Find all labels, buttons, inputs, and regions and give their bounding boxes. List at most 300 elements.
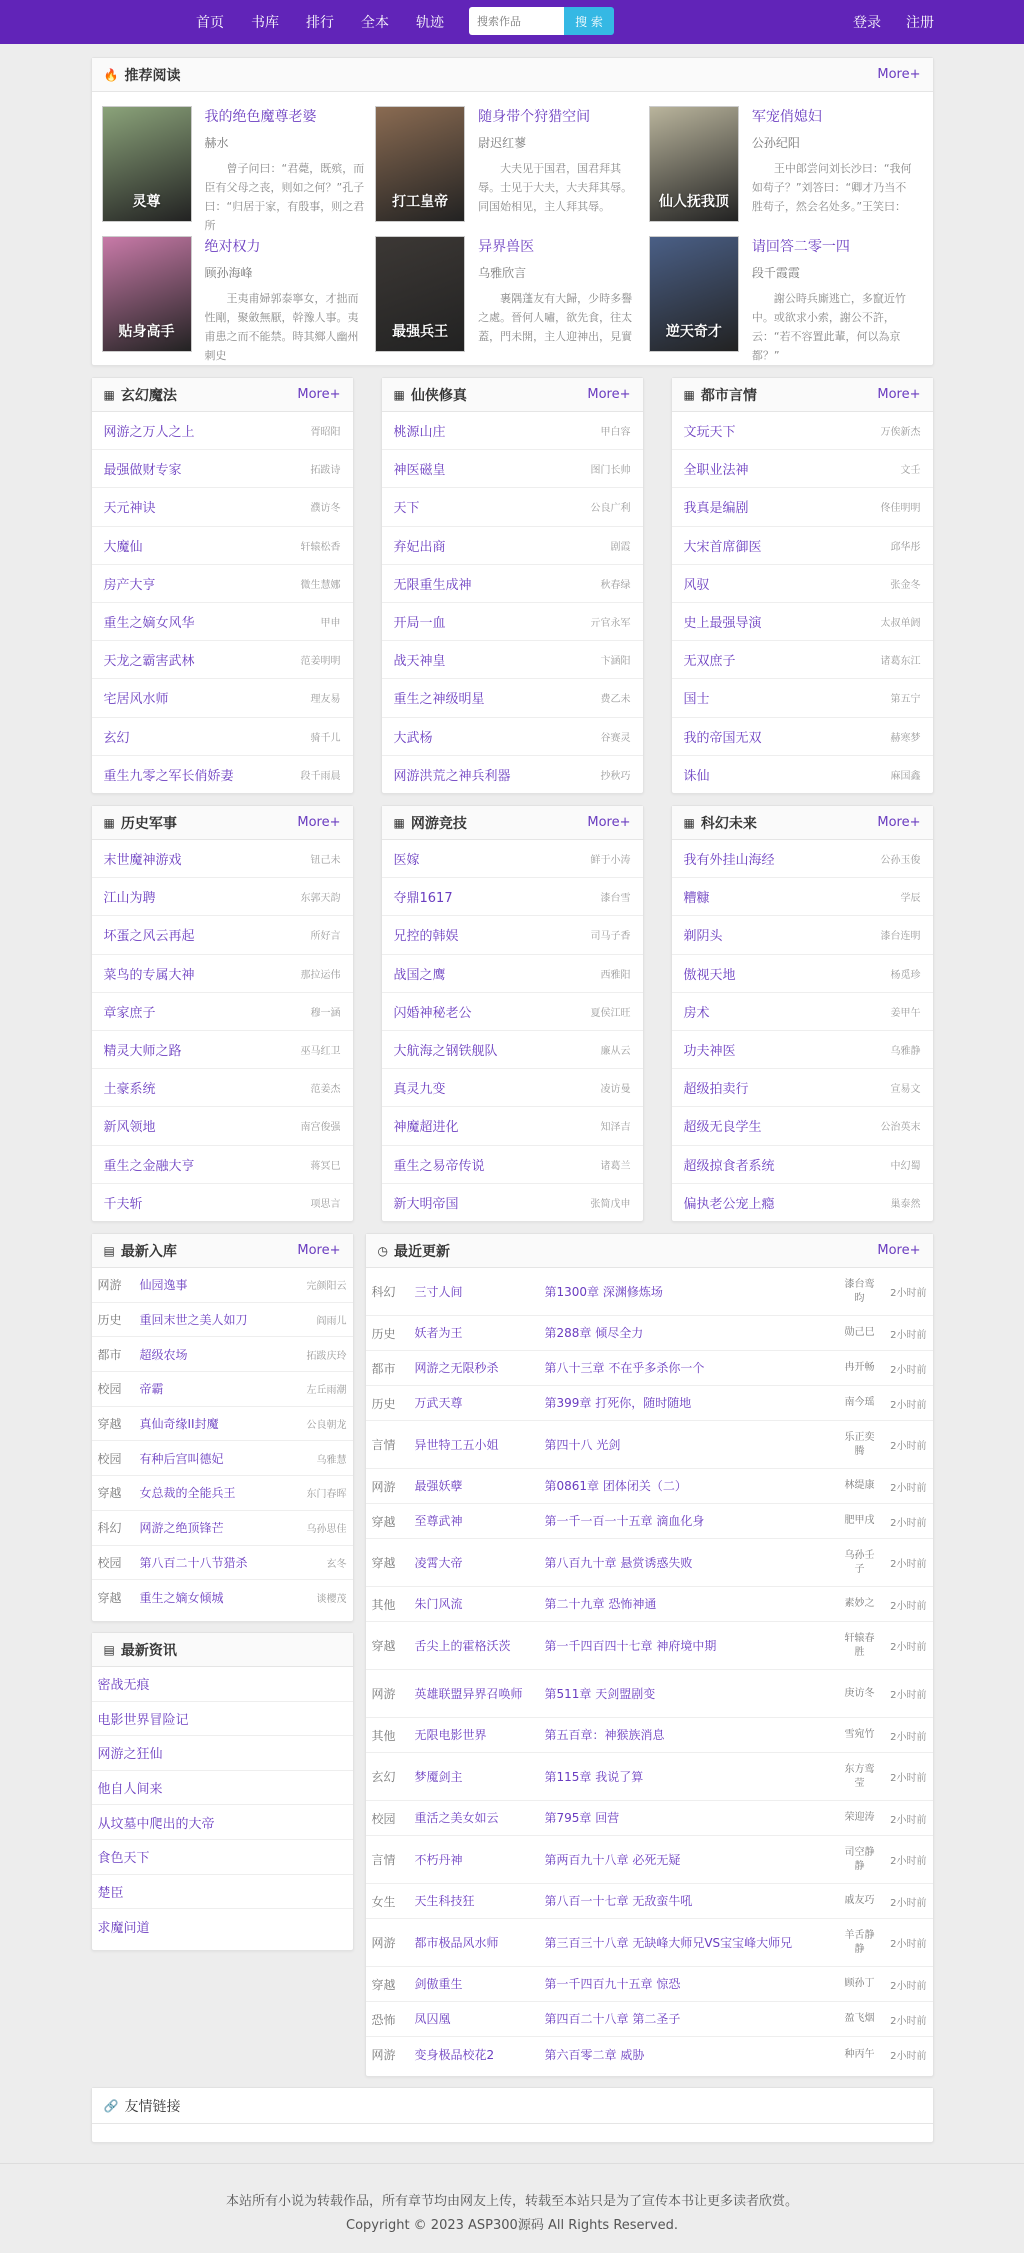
- book-name[interactable]: 网游洪荒之神兵利器: [393, 769, 511, 785]
- book-name[interactable]: 偏执老公宠上瘾: [683, 1197, 775, 1213]
- news-link[interactable]: 食色天下: [97, 1851, 150, 1867]
- book-name[interactable]: 战国之鹰: [393, 967, 446, 983]
- friend-links-panel: [91, 2087, 934, 2143]
- chapter-link[interactable]: 第二十九章 恐怖神通: [544, 1597, 657, 1611]
- top-navbar: [0, 0, 1024, 44]
- book-author: 漆台雪: [600, 893, 631, 905]
- category-row: [91, 377, 934, 794]
- book-name[interactable]: 我有外挂山海经: [683, 853, 775, 869]
- book-name[interactable]: 无限电影世界: [414, 1728, 487, 1742]
- chapter-link[interactable]: 第399章 打死你，随时随地: [544, 1396, 692, 1410]
- list-item: [92, 878, 353, 916]
- book-name[interactable]: 妖者为王: [414, 1326, 463, 1340]
- book-author: 勋己巳: [844, 1327, 875, 1338]
- book-cover[interactable]: 逆天奇才: [649, 236, 739, 352]
- book-name[interactable]: 史上最强导演: [683, 616, 762, 632]
- book-type: 穿越: [371, 1556, 396, 1570]
- book-desc: 王夷甫婦郭泰寧女，才拙而性剛，聚斂無厭，幹豫人事。夷甫患之而不能禁。時其鄉人幽州刺史: [204, 292, 359, 362]
- book-name[interactable]: 超级掠食者系统: [683, 1158, 775, 1174]
- book-cover[interactable]: 贴身高手: [102, 236, 192, 352]
- page-content: [91, 44, 934, 2143]
- book-title[interactable]: 异界兽医: [478, 239, 535, 255]
- book-author: 公良广利: [590, 503, 631, 515]
- book-name[interactable]: 重生之金融大亨: [103, 1158, 195, 1174]
- book-author: 玄冬: [326, 1558, 347, 1570]
- book-author: 乌雅静: [890, 1046, 921, 1058]
- news-link[interactable]: 从坟墓中爬出的大帝: [97, 1816, 215, 1832]
- book-list: [92, 412, 353, 794]
- book-name[interactable]: 重生之嫡女风华: [103, 616, 195, 632]
- category-panel: [381, 805, 644, 1222]
- book-type: 都市: [371, 1361, 396, 1376]
- book-author: 公孙纪阳: [751, 136, 800, 150]
- book-name[interactable]: 重活之美女如云: [414, 1811, 499, 1825]
- book-name[interactable]: 超级农场: [139, 1347, 188, 1362]
- category-panel: [671, 377, 934, 794]
- more-link[interactable]: More+: [877, 1243, 921, 1258]
- search-form: [469, 7, 614, 35]
- update-time: 2小时前: [890, 1731, 927, 1743]
- book-title[interactable]: 随身带个狩猎空间: [478, 109, 591, 125]
- book-name[interactable]: 宅居风水师: [103, 692, 169, 708]
- list-item: [92, 718, 353, 756]
- book-name[interactable]: 诛仙: [683, 769, 710, 785]
- book-name[interactable]: 大魔仙: [103, 539, 143, 555]
- book-author: 卞涵阳: [600, 656, 631, 668]
- book-type: 科幻: [371, 1285, 396, 1299]
- update-time: 2小时前: [890, 1980, 927, 1992]
- chapter-link[interactable]: 第一千四百四十七章 神府境中期: [544, 1638, 717, 1653]
- chapter-link[interactable]: 第0861章 团体闭关（二）: [544, 1479, 687, 1493]
- table-row: [366, 1351, 933, 1386]
- book-author: 秋春绿: [600, 579, 631, 591]
- book-author: 段千霞霞: [751, 266, 800, 280]
- book-name[interactable]: 网游之绝顶锋芒: [139, 1521, 224, 1536]
- book-type: 网游: [97, 1278, 122, 1293]
- list-item: [382, 756, 643, 794]
- book-name[interactable]: 三寸人间: [414, 1284, 463, 1299]
- news-link[interactable]: 楚臣: [97, 1885, 124, 1901]
- list-item: [382, 1146, 643, 1184]
- book-name[interactable]: 朱门风流: [414, 1597, 463, 1611]
- book-author: 学辰: [900, 893, 921, 905]
- update-time: 2小时前: [890, 1856, 927, 1867]
- update-time: 2小时前: [890, 1600, 927, 1612]
- main-nav: [196, 0, 471, 44]
- book-list: [672, 412, 933, 794]
- book-author: 张金冬: [890, 579, 921, 591]
- book-name[interactable]: 超级拍卖行: [683, 1082, 749, 1098]
- table-row: [366, 1919, 933, 1967]
- book-author: 拓跋诗: [310, 465, 341, 477]
- book-name[interactable]: 重生之神级明星: [393, 692, 485, 708]
- book-name[interactable]: 菜鸟的专属大神: [103, 967, 195, 983]
- book-type: 穿越: [371, 1514, 396, 1529]
- list-item: [382, 1031, 643, 1069]
- list-item: [92, 1476, 353, 1511]
- book-cover[interactable]: 最强兵王: [375, 236, 465, 352]
- book-author: 诸葛兰: [600, 1160, 631, 1172]
- chapter-link[interactable]: 第115章 我说了算: [544, 1769, 644, 1784]
- list-item: [672, 718, 933, 756]
- book-type: 其他: [371, 1728, 396, 1743]
- chapter-link[interactable]: 第两百九十八章 必死无疑: [544, 1852, 681, 1867]
- book-author: 廉从云: [600, 1046, 631, 1058]
- search-input[interactable]: [469, 7, 564, 35]
- chapter-link[interactable]: 第三百三十八章 无缺峰大师兄VS宝宝峰大师兄: [544, 1935, 793, 1950]
- book-name[interactable]: 江山为聘: [103, 891, 156, 907]
- book-name[interactable]: 风驭: [683, 577, 710, 593]
- book-author: 荣迎涛: [844, 1812, 875, 1823]
- recommend-book: [102, 236, 376, 362]
- search-button[interactable]: 搜 索: [564, 7, 614, 35]
- book-type: 历史: [371, 1326, 396, 1341]
- book-author: 佟佳明明: [880, 503, 921, 515]
- book-name[interactable]: 无限重生成神: [393, 577, 472, 593]
- login-link[interactable]: 登录: [853, 15, 881, 31]
- book-list: [382, 840, 643, 1222]
- list-item: [672, 955, 933, 993]
- book-author: 第五宁: [890, 694, 921, 706]
- book-name[interactable]: 玄幻: [103, 730, 130, 746]
- book-author: 司空静静: [844, 1846, 875, 1872]
- book-name[interactable]: 网游之无限秒杀: [414, 1361, 499, 1375]
- more-link[interactable]: More+: [877, 67, 921, 82]
- book-name[interactable]: 新风领地: [103, 1120, 156, 1136]
- table-row: [366, 1836, 933, 1884]
- update-time: 2小时前: [890, 1399, 927, 1411]
- list-item: [672, 603, 933, 641]
- list-item: [92, 603, 353, 641]
- book-name[interactable]: 至尊武神: [414, 1514, 463, 1528]
- book-name[interactable]: 最强做财专家: [103, 463, 182, 479]
- list-item: [672, 412, 933, 450]
- book-name[interactable]: 异世特工五小姐: [414, 1437, 499, 1452]
- book-name[interactable]: 闪婚神秘老公: [393, 1005, 472, 1021]
- book-name[interactable]: 精灵大师之路: [103, 1044, 182, 1060]
- book-name[interactable]: 章家庶子: [103, 1005, 156, 1021]
- book-type: 都市: [97, 1347, 122, 1362]
- book-author: 剧霞: [610, 541, 631, 553]
- register-link[interactable]: 注册: [906, 15, 934, 31]
- list-item: [382, 679, 643, 717]
- panel-header: [92, 1234, 353, 1268]
- book-name[interactable]: 文玩天下: [683, 425, 736, 441]
- book-name[interactable]: 战天神皇: [393, 654, 446, 670]
- book-name[interactable]: 剑傲重生: [414, 1977, 463, 1991]
- news-panel: [91, 1632, 354, 1951]
- book-name[interactable]: 舌尖上的霍格沃茨: [414, 1638, 511, 1653]
- book-name[interactable]: 开局一血: [393, 616, 446, 632]
- panel-title: [684, 385, 757, 405]
- update-time: 2小时前: [890, 1814, 927, 1826]
- more-link[interactable]: More+: [587, 387, 631, 402]
- chapter-link[interactable]: 第288章 倾尽全力: [544, 1326, 644, 1340]
- book-name[interactable]: 无双庶子: [683, 654, 736, 670]
- list-item: [92, 1303, 353, 1338]
- book-cover[interactable]: 灵尊: [102, 106, 192, 222]
- book-name[interactable]: 桃源山庄: [393, 425, 446, 441]
- table-row: [366, 1421, 933, 1469]
- book-name[interactable]: 新大明帝国: [393, 1197, 459, 1213]
- chapter-link[interactable]: 第511章 天剑盟剧变: [544, 1686, 656, 1701]
- book-name[interactable]: 弃妃出商: [393, 539, 446, 555]
- panel-header: [92, 58, 933, 92]
- book-name[interactable]: 大航海之钢铁舰队: [393, 1044, 498, 1060]
- book-cover[interactable]: 打工皇帝: [375, 106, 465, 222]
- book-name[interactable]: 功夫神医: [683, 1044, 736, 1060]
- table-row: [366, 1801, 933, 1836]
- book-name[interactable]: 女总裁的全能兵王: [139, 1486, 236, 1501]
- more-link[interactable]: More+: [587, 815, 631, 830]
- list-item: [672, 840, 933, 878]
- book-name[interactable]: 英雄联盟异界召唤师: [414, 1686, 523, 1701]
- panel-title: 🔗 友情链接: [103, 2098, 181, 2115]
- chapter-link[interactable]: 第五百章：神猴族消息: [544, 1728, 665, 1742]
- news-link[interactable]: 求魔问道: [97, 1920, 150, 1936]
- category-panel: [381, 377, 644, 794]
- book-type: 校园: [97, 1451, 122, 1466]
- bottom-section: [91, 1233, 934, 2077]
- book-name[interactable]: 重生之易帝传说: [393, 1158, 485, 1174]
- book-name[interactable]: 剃阴头: [683, 929, 723, 945]
- book-title[interactable]: 军宠俏媳妇: [751, 109, 822, 125]
- news-link[interactable]: 网游之狂仙: [97, 1747, 163, 1763]
- category-title: 仙侠修真: [410, 387, 467, 404]
- book-name[interactable]: 真灵九变: [393, 1082, 446, 1098]
- nav-item[interactable]: 书库: [251, 15, 279, 31]
- book-author: 费乙未: [600, 694, 631, 706]
- book-name[interactable]: 糟糠: [683, 891, 710, 907]
- update-time: 2小时前: [890, 1642, 927, 1653]
- book-icon: ▤: [103, 1243, 115, 1258]
- list-item: [92, 1031, 353, 1069]
- book-name[interactable]: 医嫁: [393, 853, 420, 869]
- nav-item[interactable]: 轨迹: [416, 15, 444, 31]
- book-name[interactable]: 最强妖孽: [414, 1479, 463, 1493]
- table-row: [366, 1753, 933, 1801]
- list-item: [382, 1184, 643, 1222]
- grid-icon: ▦: [103, 387, 115, 402]
- book-author: 盈飞烟: [844, 2013, 875, 2024]
- link-icon: 🔗: [103, 2098, 119, 2113]
- book-name[interactable]: 凌霄大帝: [414, 1555, 463, 1570]
- more-link[interactable]: More+: [297, 387, 341, 402]
- book-name[interactable]: 夺鼎1617: [393, 891, 453, 907]
- chapter-link[interactable]: 第四十八 光剑: [544, 1437, 621, 1452]
- book-cover[interactable]: 仙人抚我顶: [649, 106, 739, 222]
- book-author: 知泽吉: [600, 1122, 631, 1134]
- chapter-link[interactable]: 第八百一十七章 无敌蛮牛吼: [544, 1894, 693, 1908]
- nav-item[interactable]: 全本: [361, 15, 389, 31]
- book-name[interactable]: 梦魇剑主: [414, 1769, 463, 1784]
- new-books-list: [92, 1268, 353, 1615]
- panel-header: [92, 378, 353, 412]
- auth-links: [828, 0, 934, 44]
- category-title: 历史军事: [120, 815, 177, 832]
- book-author: 公孙玉俊: [880, 855, 921, 867]
- book-name[interactable]: 坏蛋之风云再起: [103, 929, 195, 945]
- book-name[interactable]: 真仙奇缘II封魔: [139, 1417, 219, 1432]
- more-link[interactable]: More+: [297, 815, 341, 830]
- book-name[interactable]: 万武天尊: [414, 1396, 463, 1410]
- recommend-book: [375, 236, 649, 354]
- book-name[interactable]: 房术: [683, 1005, 710, 1021]
- list-item: [672, 450, 933, 488]
- book-name[interactable]: 重生之嫡女倾城: [139, 1591, 224, 1606]
- book-author: 阎雨儿: [316, 1316, 347, 1328]
- chapter-link[interactable]: 第一千一百一十五章 滴血化身: [544, 1514, 705, 1528]
- book-name[interactable]: 兄控的韩娱: [393, 929, 459, 945]
- chapter-link[interactable]: 第八十三章 不在乎多杀你一个: [544, 1361, 705, 1375]
- book-author: 钮己未: [310, 855, 341, 867]
- book-name[interactable]: 大宋首席御医: [683, 539, 762, 555]
- recommend-grid: [92, 92, 933, 362]
- book-type: 穿越: [97, 1591, 122, 1606]
- book-desc: 謝公時兵廝逃亡，多竄近竹中。或欲求小索，謝公不許，云：“若不容置此輩，何以為京都？”: [751, 292, 906, 362]
- book-name[interactable]: 变身极品校花2: [414, 2047, 495, 2062]
- list-item: [672, 641, 933, 679]
- book-title[interactable]: 我的绝色魔尊老婆: [204, 109, 317, 125]
- panel-header: [672, 378, 933, 412]
- panel-title: [104, 385, 177, 405]
- chapter-link[interactable]: 第一千四百九十五章 惊恐: [544, 1977, 681, 1991]
- recommend-book: [102, 106, 376, 232]
- new-books-panel: [91, 1233, 354, 1622]
- book-author: 顾孙海峰: [204, 266, 253, 280]
- book-name[interactable]: 天下: [393, 501, 420, 517]
- book-author: 西雅阳: [600, 969, 631, 981]
- more-link[interactable]: More+: [297, 1243, 341, 1258]
- book-type: 言情: [371, 1438, 396, 1452]
- book-name[interactable]: 凤囚凰: [414, 2012, 451, 2026]
- book-name[interactable]: 全职业法神: [683, 463, 749, 479]
- book-author: 图门长帅: [590, 465, 631, 477]
- book-name[interactable]: 天龙之霸害武林: [103, 654, 195, 670]
- book-author: 赫寒梦: [890, 732, 921, 744]
- recommend-book: [649, 236, 923, 362]
- book-name[interactable]: 第八百二十八节猎杀: [139, 1555, 248, 1570]
- nav-item[interactable]: 排行: [306, 15, 334, 31]
- book-name[interactable]: 网游之万人之上: [103, 425, 195, 441]
- book-name[interactable]: 天生科技狂: [414, 1894, 475, 1908]
- book-title[interactable]: 绝对权力: [204, 239, 261, 255]
- list-item: [672, 488, 933, 526]
- book-name[interactable]: 我的帝国无双: [683, 730, 762, 746]
- book-author: 谷赛灵: [600, 732, 631, 744]
- book-author: 轩辕松香: [300, 541, 341, 553]
- more-link[interactable]: More+: [877, 387, 921, 402]
- book-title[interactable]: 请回答二零一四: [751, 239, 850, 255]
- book-author: 东门春晖: [306, 1489, 347, 1501]
- list-item: [672, 878, 933, 916]
- book-name[interactable]: 神魔超进化: [393, 1120, 459, 1136]
- chapter-link[interactable]: 第1300章 深渊修炼场: [544, 1284, 663, 1299]
- table-row: [366, 1587, 933, 1622]
- book-name[interactable]: 大武杨: [393, 730, 433, 746]
- book-info: [752, 106, 912, 224]
- list-item: [382, 840, 643, 878]
- table-row: [366, 1670, 933, 1718]
- book-list: [92, 840, 353, 1222]
- book-list: [672, 840, 933, 1222]
- list-item: [92, 1580, 353, 1615]
- panel-title: [394, 385, 467, 405]
- recommend-book: [649, 106, 923, 224]
- chapter-link[interactable]: 第八百九十章 悬赏诱惑失败: [544, 1555, 693, 1570]
- news-link[interactable]: 密战无痕: [97, 1678, 150, 1694]
- book-info: [751, 236, 912, 362]
- book-type: 穿越: [371, 1639, 396, 1653]
- list-item: [92, 1805, 353, 1840]
- book-author: 蒋冥巳: [310, 1160, 341, 1172]
- list-item: [92, 756, 353, 794]
- book-name[interactable]: 土豪系统: [103, 1082, 156, 1098]
- book-name[interactable]: 不朽丹神: [414, 1852, 463, 1867]
- chapter-link[interactable]: 第四百二十八章 第二圣子: [544, 2012, 681, 2026]
- book-name[interactable]: 我真是编剧: [683, 501, 749, 517]
- book-name[interactable]: 帝霸: [139, 1382, 164, 1397]
- panel-title: ◷ 最近更新: [377, 1243, 450, 1260]
- list-item: [92, 955, 353, 993]
- news-link[interactable]: 他自人间来: [97, 1782, 163, 1798]
- book-name[interactable]: 神医磁皇: [393, 463, 446, 479]
- nav-item[interactable]: 首页: [196, 15, 224, 31]
- update-time: 2小时前: [890, 1690, 927, 1701]
- panel-header: [382, 806, 643, 840]
- update-time: 2小时前: [890, 1288, 927, 1299]
- book-author: 冉开畅: [844, 1362, 875, 1373]
- book-type: 历史: [97, 1313, 122, 1328]
- panel-title: 🔥 推荐阅读: [103, 67, 181, 84]
- book-name[interactable]: 重生九零之军长俏娇妻: [103, 769, 234, 785]
- chapter-link[interactable]: 第六百零二章 威胁: [544, 2047, 645, 2062]
- panel-title: [684, 813, 757, 833]
- book-name[interactable]: 末世魔神游戏: [103, 853, 182, 869]
- book-name[interactable]: 傲视天地: [683, 967, 736, 983]
- book-name[interactable]: 天元神诀: [103, 501, 156, 517]
- grid-icon: ▦: [683, 387, 695, 402]
- grid-icon: ▦: [683, 815, 695, 830]
- book-name[interactable]: 千夫斩: [103, 1197, 143, 1213]
- book-name[interactable]: 超级无良学生: [683, 1120, 762, 1136]
- book-author: 戚友巧: [844, 1895, 875, 1906]
- book-author: 濮访冬: [310, 503, 341, 515]
- list-item: [672, 1184, 933, 1222]
- book-author: 项思言: [310, 1199, 341, 1211]
- chapter-link[interactable]: 第795章 回营: [544, 1811, 620, 1825]
- panel-title: ▤ 最新资讯: [103, 1642, 177, 1659]
- book-author: 所好言: [310, 931, 341, 943]
- list-item: [92, 1702, 353, 1737]
- list-item: [92, 1840, 353, 1875]
- book-author: 乌雅欣言: [478, 266, 527, 280]
- table-row: [366, 1884, 933, 1919]
- book-type: 穿越: [97, 1417, 122, 1432]
- news-icon: ▤: [103, 1642, 115, 1657]
- clock-icon: ◷: [377, 1243, 388, 1258]
- book-name[interactable]: 有种后宫叫德妃: [139, 1451, 224, 1466]
- book-name[interactable]: 都市极品风水师: [414, 1935, 499, 1950]
- book-author: 邱华彤: [890, 541, 921, 553]
- book-name[interactable]: 重回末世之美人如刀: [139, 1313, 248, 1328]
- news-link[interactable]: 电影世界冒险记: [97, 1712, 189, 1728]
- more-link[interactable]: More+: [877, 815, 921, 830]
- book-name[interactable]: 仙园逸事: [139, 1278, 188, 1293]
- panel-header: [382, 378, 643, 412]
- book-name[interactable]: 房产大亨: [103, 577, 156, 593]
- book-name[interactable]: 国士: [683, 692, 710, 708]
